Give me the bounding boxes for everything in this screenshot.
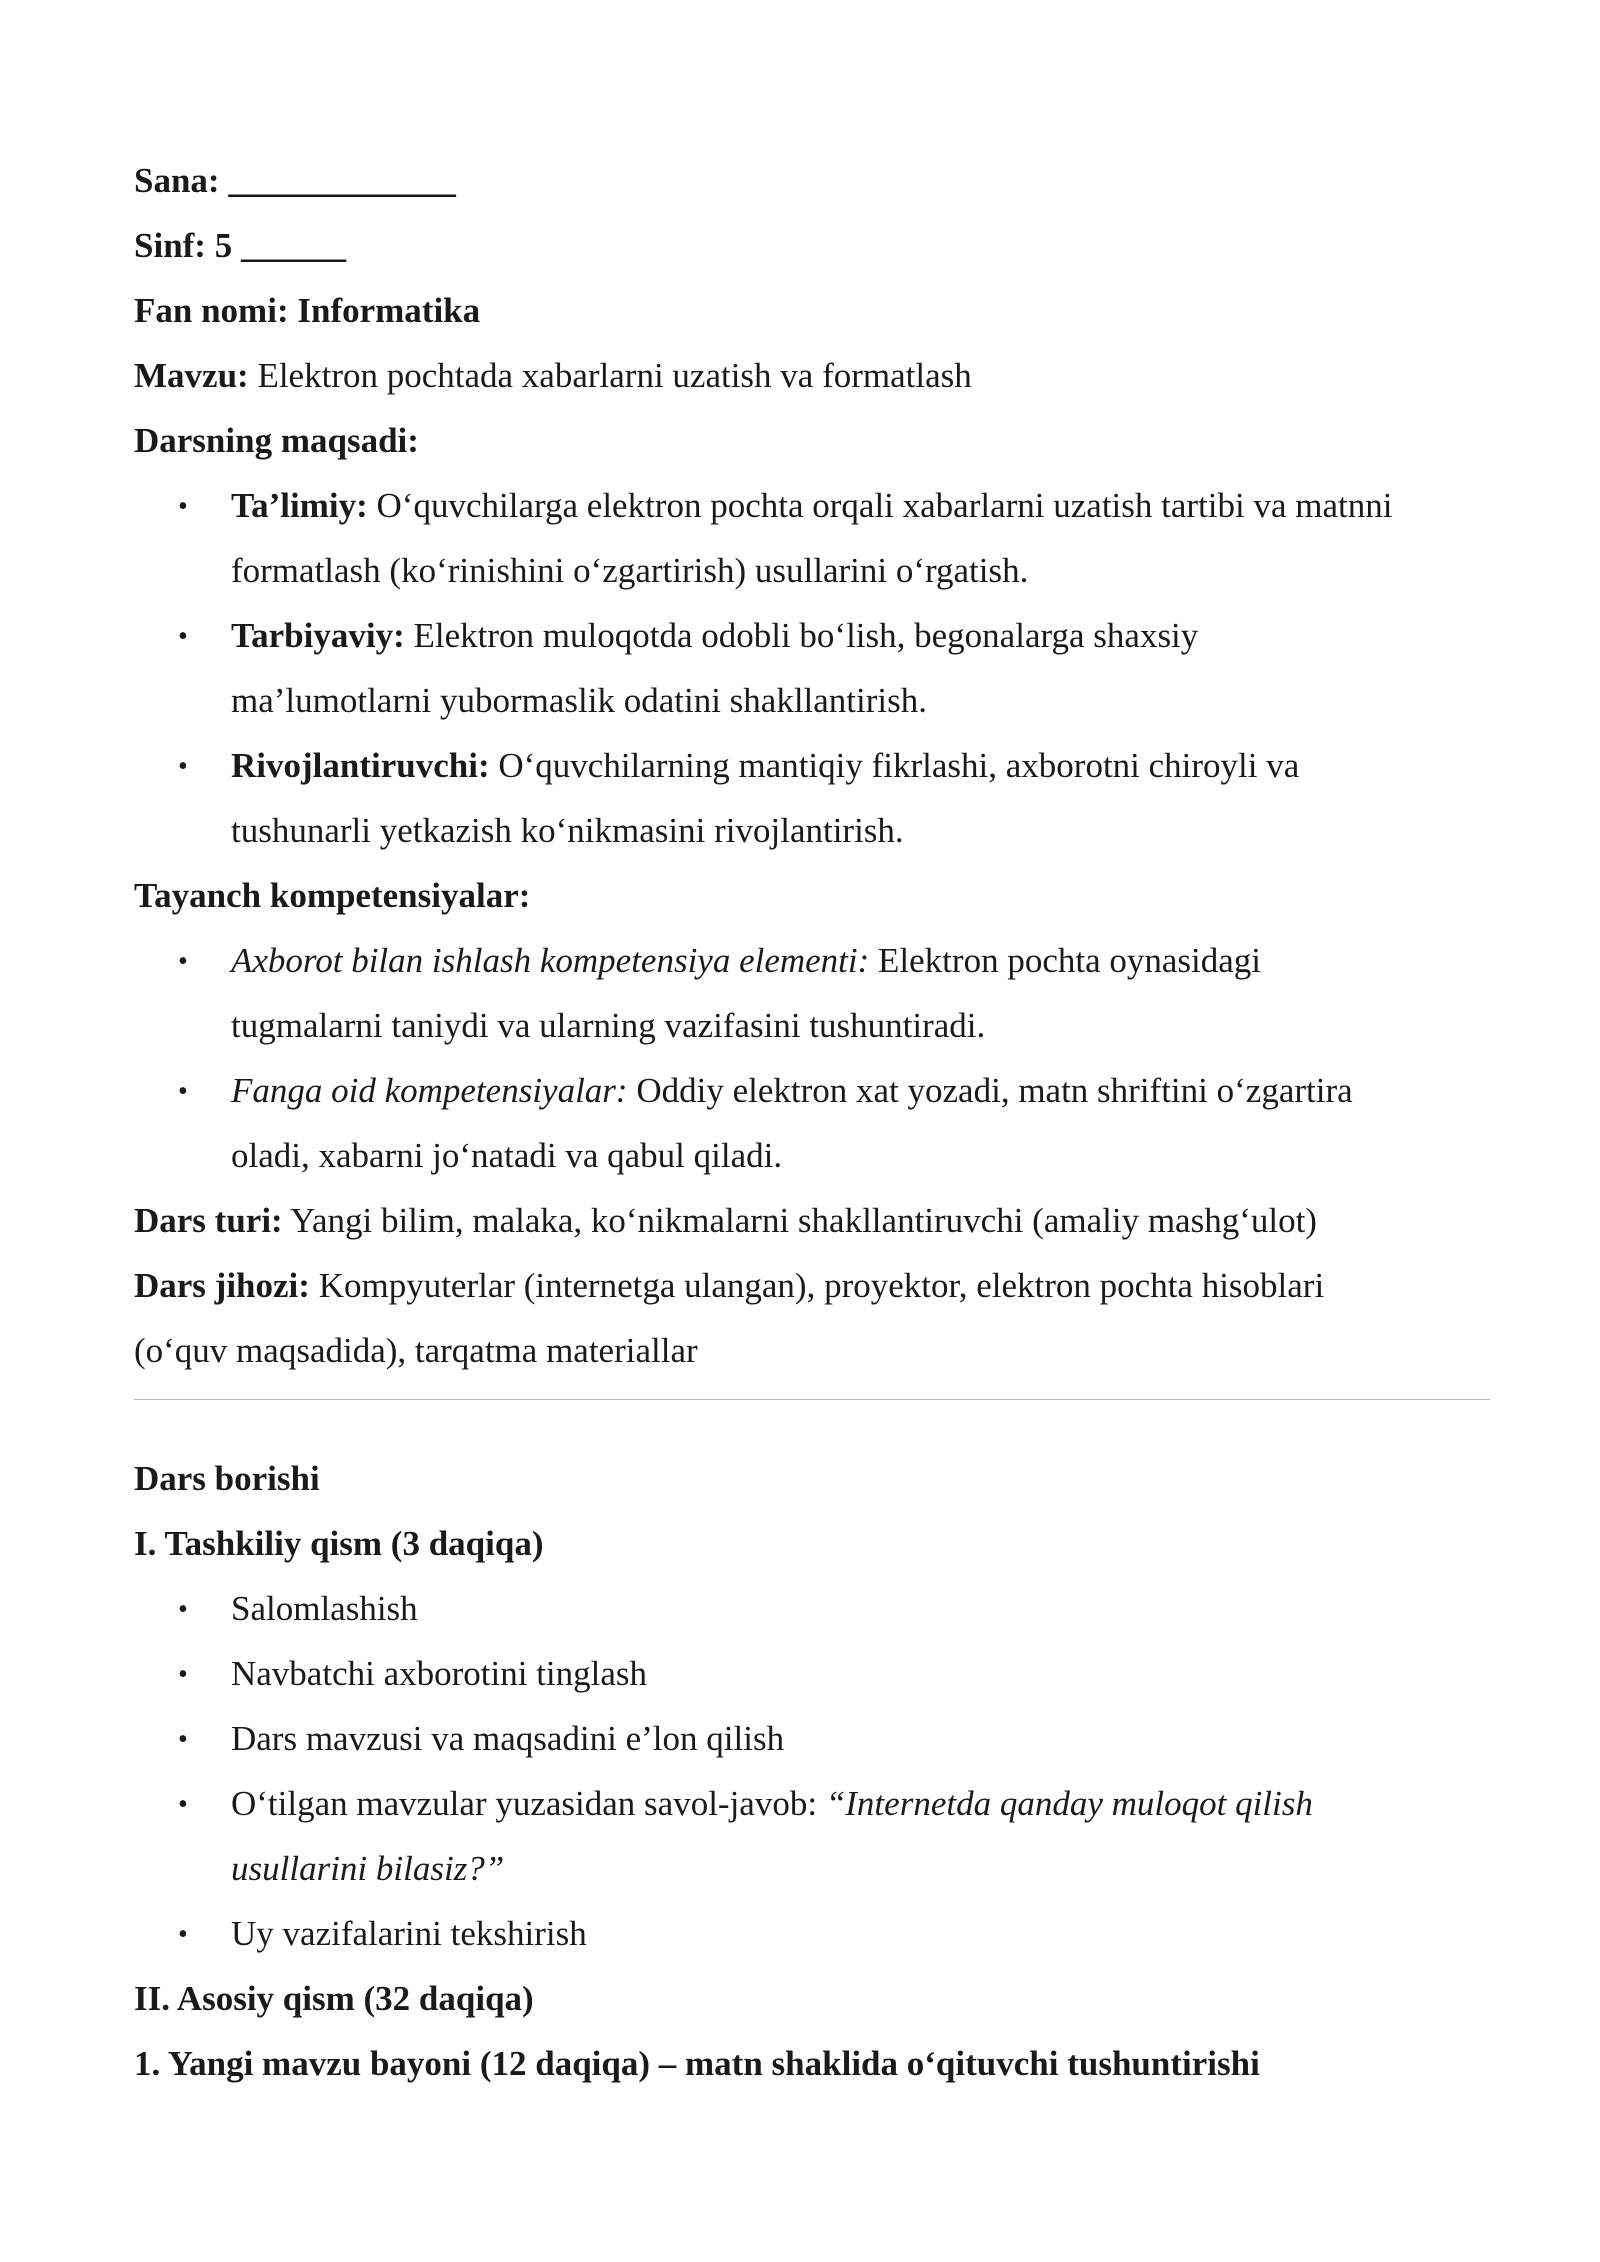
bullet-glyph: • [178,1659,188,1690]
section-tashkiliy-heading-text: I. Tashkiliy qism (3 daqiqa) [134,1524,544,1563]
bullet-glyph: • [178,491,188,522]
tashkiliy-item [134,1641,1490,1706]
tashkiliy-item-text: Navbatchi axborotini tinglash [231,1654,648,1693]
question-prefix: O‘tilgan mavzular yuzasidan savol-javob: [231,1784,826,1823]
kompetensiya-item-label: Fanga oid kompetensiyalar: [231,1071,628,1110]
sana-label: Sana: [134,161,220,200]
sana-row [134,148,1490,213]
lesson-plan-page [134,148,1490,2096]
bullet-glyph: • [178,621,188,652]
question-text: “Internetda qanday muloqot qilish [825,1784,1313,1823]
bullet-glyph: • [178,1919,188,1950]
kompetensiya-heading-text: Tayanch kompetensiyalar: [134,876,531,915]
fan-value: Informatika [297,291,481,330]
kompetensiya-heading [134,863,1490,928]
tashkiliy-item [134,1901,1490,1966]
tashkiliy-item-text: Uy vazifalarini tekshirish [231,1914,587,1953]
mavzu-row [134,343,1490,408]
kompetensiya-item-text: oladi, xabarni jo‘natadi va qabul qiladi. [231,1136,783,1175]
maqsad-item-label: Rivojlantiruvchi: [231,746,490,785]
kompetensiya-item-label: Axborot bilan ishlash kompetensiya elementi: [231,941,870,980]
tashkiliy-item-text: Dars mavzusi va maqsadini e’lon qilish [231,1719,785,1758]
bullet-glyph: • [178,946,188,977]
kompetensiya-item-fanga-oid [134,1058,1490,1188]
dars-jihozi-value: Kompyuterlar (internetga ulangan), proyektor, elektron pochta hisoblari [318,1266,1325,1305]
subsection-yangi-mavzu-heading [134,2031,1490,2096]
section-asosiy-heading [134,1966,1490,2031]
kompetensiya-item-text: Elektron pochta oynasidagi [878,941,1261,980]
section-tashkiliy-heading [134,1511,1490,1576]
maqsad-heading-text: Darsning maqsadi: [134,421,419,460]
sinf-row [134,213,1490,278]
maqsad-heading [134,408,1490,473]
maqsad-item-label: Tarbiyaviy: [231,616,405,655]
sinf-blank: ______ [240,226,346,265]
horizontal-divider [134,1399,1490,1400]
tashkiliy-item [134,1576,1490,1641]
maqsad-item-text: Elektron muloqotda odobli bo‘lish, begonalarga shaxsiy [413,616,1199,655]
bullet-glyph: • [178,1594,188,1625]
question-text: usullarini bilasiz?” [231,1849,505,1888]
fan-row [134,278,1490,343]
bullet-glyph: • [178,1789,188,1820]
bullet-glyph: • [178,1724,188,1755]
maqsad-item-label: Ta’limiy: [231,486,368,525]
maqsad-item-text: formatlash (ko‘rinishini o‘zgartirish) usullarini o‘rgatish. [231,551,1029,590]
maqsad-item-text: ma’lumotlarni yubormaslik odatini shakllantirish. [231,681,928,720]
tashkiliy-item [134,1706,1490,1771]
dars-turi-row [134,1188,1490,1253]
maqsad-list [134,473,1490,863]
sana-blank: _____________ [228,161,456,200]
maqsad-item-rivojlantiruvchi [134,733,1490,863]
maqsad-item-text: O‘quvchilarning mantiqiy fikrlashi, axborotni chiroyli va [498,746,1300,785]
tashkiliy-list [134,1576,1490,1966]
mavzu-label: Mavzu: [134,356,249,395]
sinf-label: Sinf: 5 [134,226,233,265]
dars-jihozi-value: (o‘quv maqsadida), tarqatma materiallar [134,1331,698,1370]
dars-borishi-heading-text: Dars borishi [134,1459,320,1498]
bullet-glyph: • [178,751,188,782]
maqsad-item-text: O‘quvchilarga elektron pochta orqali xabarlarni uzatish tartibi va matnni [376,486,1393,525]
dars-turi-value: Yangi bilim, malaka, ko‘nikmalarni shakllantiruvchi (amaliy mashg‘ulot) [290,1201,1317,1240]
section-asosiy-heading-text: II. Asosiy qism (32 daqiqa) [134,1979,534,2018]
dars-jihozi-row-continued [134,1318,1490,1383]
dars-jihozi-label: Dars jihozi: [134,1266,310,1305]
kompetensiya-item-axborot [134,928,1490,1058]
kompetensiya-list [134,928,1490,1188]
dars-jihozi-row [134,1253,1490,1318]
mavzu-value: Elektron pochtada xabarlarni uzatish va formatlash [257,356,972,395]
kompetensiya-item-text: Oddiy elektron xat yozadi, matn shriftini o‘zgartira [636,1071,1353,1110]
maqsad-item-tarbiyaviy [134,603,1490,733]
dars-borishi-heading [134,1446,1490,1511]
bullet-glyph: • [178,1076,188,1107]
tashkiliy-item-text: Salomlashish [231,1589,418,1628]
maqsad-item-text: tushunarli yetkazish ko‘nikmasini rivojlantirish. [231,811,904,850]
maqsad-item-talimiy [134,473,1490,603]
fan-label: Fan nomi: [134,291,289,330]
kompetensiya-item-text: tugmalarni taniydi va ularning vazifasini tushuntiradi. [231,1006,986,1045]
dars-turi-label: Dars turi: [134,1201,283,1240]
subsection-yangi-mavzu-heading-text: 1. Yangi mavzu bayoni (12 daqiqa) – matn shaklida o‘qituvchi tushuntirishi [134,2044,1260,2083]
tashkiliy-item-question [134,1771,1490,1901]
